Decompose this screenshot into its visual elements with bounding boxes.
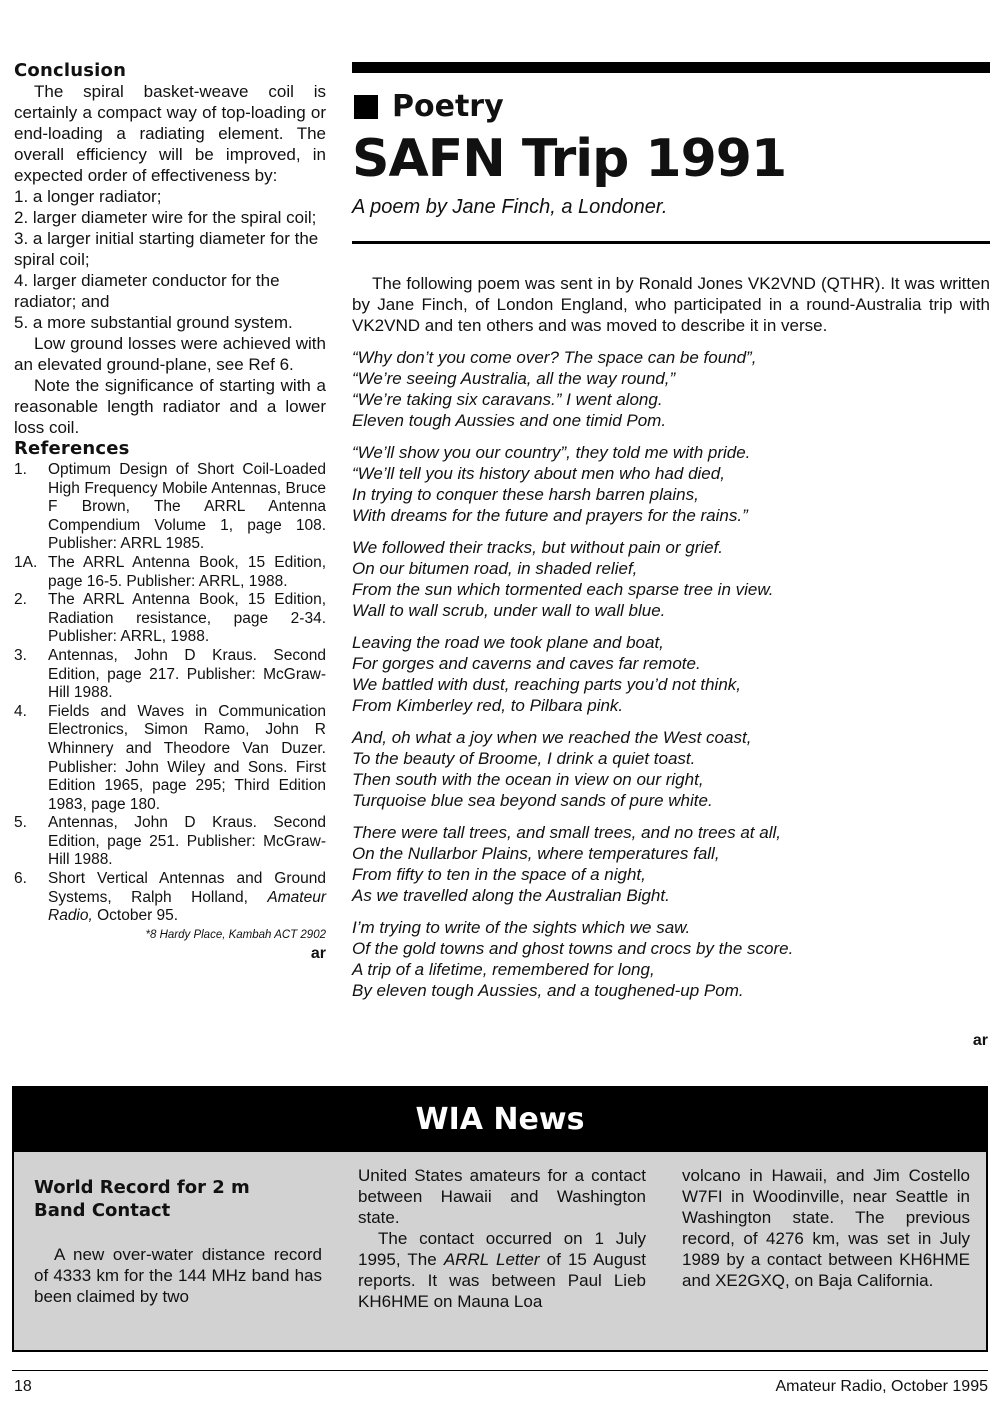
news-paragraph: United States amateurs for a contact between Hawaii and Washington state. <box>358 1166 646 1227</box>
reference-item: 1. Optimum Design of Short Coil-Loaded High Frequency Mobile Antennas, Bruce F Brown, The ARRL Antenna Compendium Volume 1, page 108. Publisher: ARRL 1985. <box>14 461 326 553</box>
poem-line: “We’re taking six caravans.” I went along. <box>352 390 663 409</box>
ar-end-mark: ar <box>972 1032 988 1049</box>
page-number: 18 <box>14 1378 32 1395</box>
magazine-issue: Amateur Radio, October 1995 <box>775 1378 988 1395</box>
list-item: 1. a longer radiator; <box>14 187 162 206</box>
poem-line: We battled with dust, reaching parts you’d not think, <box>352 675 742 694</box>
news-paragraph: The contact occurred on 1 July 1995, The ARRL Letter of 15 August reports. It was between Paul Lieb KH6HME on Mauna Loa <box>358 1229 646 1311</box>
poem-line: “Why don’t you come over? The space can be found”, <box>352 348 757 367</box>
poem-line: From Kimberley red, to Pilbara pink. <box>352 696 624 715</box>
reference-item: 1A. The ARRL Antenna Book, 15 Edition, page 16-5. Publisher: ARRL, 1988. <box>14 553 326 590</box>
poem-stanza <box>352 442 990 526</box>
thin-rule <box>352 241 990 244</box>
poem-line: We followed their tracks, but without pain or grief. <box>352 538 724 557</box>
poem-stanza <box>352 727 990 811</box>
poem-stanza <box>352 537 990 621</box>
article-title: SAFN Trip 1991 <box>352 129 787 189</box>
news-headline: World Record for 2 m Band Contact <box>34 1177 250 1221</box>
reference-item: 2. The ARRL Antenna Book, 15 Edition, Radiation resistance, page 2-34. Publisher: ARRL, 1988. <box>14 591 326 646</box>
poem-line: A trip of a lifetime, remembered for long, <box>352 960 655 979</box>
footer-rule <box>12 1370 988 1371</box>
square-bullet-icon <box>354 95 378 119</box>
poem-intro: The following poem was sent in by Ronald Jones VK2VND (QTHR). It was written by Jane Finch, of London England, who participated in a round-Australia trip with VK2VND and ten others and was moved to describe it in verse. <box>352 274 990 335</box>
references-heading: References <box>14 438 130 459</box>
news-paragraph: volcano in Hawaii, and Jim Costello W7FI in Woodinville, near Seattle in Washington state. The previous record, of 4276 km, was set in July 1989 by a contact between KH6HME and XE2GXQ, on Baja California. <box>682 1166 970 1290</box>
news-column-3 <box>682 1165 970 1291</box>
poem-line: On our bitumen road, in shaded relief, <box>352 559 638 578</box>
poem-line: Wall to wall scrub, under wall to wall blue. <box>352 601 666 620</box>
poem-stanza <box>352 347 990 431</box>
conclusion-heading: Conclusion <box>14 60 127 81</box>
poem-line: With dreams for the future and prayers for the rains.” <box>352 506 748 525</box>
section-label: Poetry <box>392 89 504 124</box>
poem-stanza <box>352 822 990 906</box>
ar-end-mark: ar <box>310 944 326 962</box>
poetry-column <box>352 62 990 1001</box>
poem-line: Eleven tough Aussies and one timid Pom. <box>352 411 667 430</box>
poem-line: Of the gold towns and ghost towns and crocs by the score. <box>352 939 794 958</box>
poem-stanza <box>352 632 990 716</box>
list-item: 3. a larger initial starting diameter for the spiral coil; <box>14 229 319 269</box>
author-address: *8 Hardy Place, Kambah ACT 2902 <box>145 928 326 941</box>
poem-line: In trying to conquer these harsh barren plains, <box>352 485 699 504</box>
wia-news-box <box>12 1086 988 1352</box>
poem-line: From the sun which tormented each sparse tree in view. <box>352 580 774 599</box>
poem-line: For gorges and caverns and caves far remote. <box>352 654 701 673</box>
thick-rule <box>352 62 990 73</box>
poem-line: As we travelled along the Australian Bight. <box>352 886 670 905</box>
paragraph-ground-losses: Low ground losses were achieved with an elevated ground-plane, see Ref 6. <box>14 334 326 374</box>
list-item: 2. larger diameter wire for the spiral coil; <box>14 208 317 227</box>
poem-line: I’m trying to write of the sights which we saw. <box>352 918 691 937</box>
poem-line: Turquoise blue sea beyond sands of pure white. <box>352 791 713 810</box>
news-column-2 <box>358 1165 646 1312</box>
references-list <box>14 461 326 926</box>
reference-item: 4. Fields and Waves in Communication Electronics, Simon Ramo, John R Whinnery and Theodore Van Duzer. Publisher: John Wiley and Sons. First Edition 1965, page 295; Third Edition 1983, page 180. <box>14 702 326 813</box>
list-item: 5. a more substantial ground system. <box>14 313 293 332</box>
news-paragraph: A new over-water distance record of 4333 km for the 144 MHz band has been claimed by two <box>34 1245 322 1306</box>
poem-line: There were tall trees, and small trees, and no trees at all, <box>352 823 781 842</box>
poem-line: Leaving the road we took plane and boat, <box>352 633 664 652</box>
news-column-1 <box>34 1176 322 1307</box>
poem-line: From fifty to ten in the space of a night, <box>352 865 646 884</box>
poem-line: “We’re seeing Australia, all the way round,” <box>352 369 676 388</box>
left-column <box>14 60 326 963</box>
list-item: 4. larger diameter conductor for the radiator; and <box>14 271 280 311</box>
article-subtitle: A poem by Jane Finch, a Londoner. <box>352 196 668 218</box>
poem-line: And, oh what a joy when we reached the West coast, <box>352 728 752 747</box>
reference-item: 3. Antennas, John D Kraus. Second Edition, page 217. Publisher: McGraw-Hill 1988. <box>14 646 326 702</box>
poem-line: By eleven tough Aussies, and a toughened-up Pom. <box>352 981 744 1000</box>
paragraph-significance: Note the significance of starting with a reasonable length radiator and a lower loss coil. <box>14 376 326 437</box>
conclusion-paragraph: The spiral basket-weave coil is certainly a compact way of top-loading or end-loading a radiating element. The overall efficiency will be improved, in expected order of effectiveness by: <box>14 82 326 185</box>
poem-line: To the beauty of Broome, I drink a quiet toast. <box>352 749 696 768</box>
reference-item: 5. Antennas, John D Kraus. Second Edition, page 251. Publisher: McGraw-Hill 1988. <box>14 814 326 869</box>
conclusion-list <box>14 186 326 333</box>
section-header <box>352 89 990 124</box>
poem-stanza <box>352 917 990 1001</box>
reference-item: 6. Short Vertical Antennas and Ground Systems, Ralph Holland, Amateur Radio, October 95. <box>14 870 326 925</box>
poem-line: Then south with the ocean in view on our right, <box>352 770 704 789</box>
news-banner: WIA News <box>14 1088 986 1152</box>
poem-line: “We’ll show you our country”, they told me with pride. <box>352 443 751 462</box>
poem-line: “We’ll tell you its history about men who had died, <box>352 464 725 483</box>
poem-line: On the Nullarbor Plains, where temperatures fall, <box>352 844 720 863</box>
